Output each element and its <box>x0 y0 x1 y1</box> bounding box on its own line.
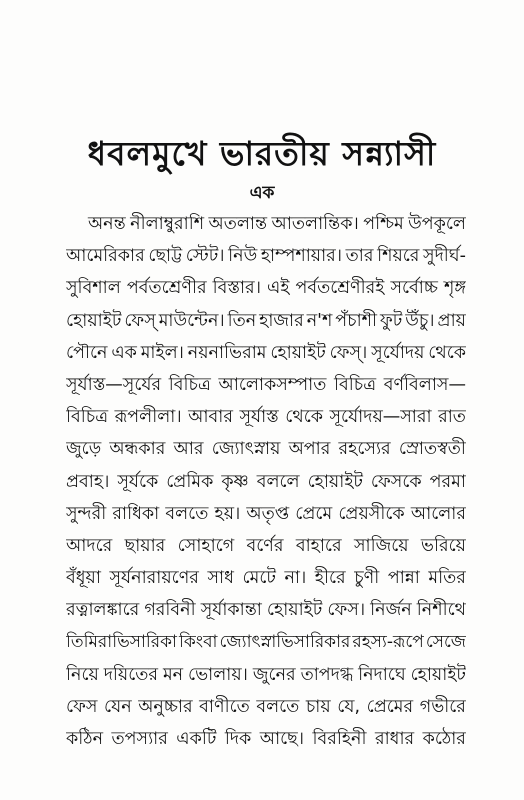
text-line: সূর্যাস্ত—সূর্যের বিচিত্র আলোকসম্পাত বিচিত্র বর্ণবিলাস— <box>66 374 466 395</box>
section-heading: এক <box>249 183 275 203</box>
text-line: সুবিশাল পর্বতশ্রেণীর বিস্তার। এই পর্বতশ্রেণীরই সর্বোচ্চ শৃঙ্গ <box>66 278 466 299</box>
text-line: ফেস যেন অনুচ্চার বাণীতে বলতে চায় যে, প্রেমের গভীরে <box>66 696 466 717</box>
text-line: হোয়াইট ফেস্ মাউন্টেন। তিন হাজার ন'শ পঁচাশী ফুট উঁচু। প্রায় <box>66 310 466 331</box>
text-line: অনন্ত নীলাম্বুরাশি অতলান্ত আতলান্তিক। পশ্চিম উপকূলে <box>88 214 466 234</box>
text-line: কঠিন তপস্যার একটি দিক আছে। বিরহিনী রাধার কঠোর <box>66 729 466 749</box>
text-line: রত্নালঙ্কারে গরবিনী সূর্যাকান্তা হোয়াইট ফেস। নির্জন নিশীথে <box>66 600 466 621</box>
text-line: পৌনে এক মাইল। নয়নাভিরাম হোয়াইট ফেস্। সূর্যোদয় থেকে <box>66 342 466 363</box>
text-line: নিয়ে দয়িতের মন ভোলায়। জুনের তাপদগ্ধ নিদাঘে হোয়াইট <box>66 664 466 685</box>
text-line: প্রবাহ। সূর্যকে প্রেমিক কৃষ্ণ বললে হোয়াইট ফেসকে পরমা <box>66 471 466 492</box>
text-line: বিচিত্র রূপলীলা। আবার সূর্যাস্ত থেকে সূর্যোদয়—সারা রাত <box>66 407 466 428</box>
text-line: আমেরিকার ছোট্ট স্টেট। নিউ হাম্পশায়ার। তার শিয়রে সুদীর্ঘ- <box>66 246 466 267</box>
text-line: বঁধূয়া সূর্যনারায়ণের সাধ মেটে না। হীরে চুণী পান্না মতির <box>66 568 466 589</box>
chapter-title: ধবলমুখে ভারতীয় সন্ন্যাসী <box>87 134 437 173</box>
text-line: আদরে ছায়ার সোহাগে বর্ণের বাহারে সাজিয়ে ভরিয়ে <box>66 535 466 556</box>
text-line: তিমিরাভিসারিকা কিংবা জ্যোৎস্নাভিসারিকার রহস্য-রূপে সেজে <box>66 632 466 653</box>
text-line: সুন্দরী রাধিকা বলতে হয়। অতৃপ্ত প্রেমে প্রেয়সীকে আলোর <box>66 503 466 524</box>
body-text <box>66 208 466 755</box>
text-line: জুড়ে অন্ধকার আর জ্যোৎস্নায় অপার রহস্যের স্রোতস্বতী <box>66 439 466 460</box>
